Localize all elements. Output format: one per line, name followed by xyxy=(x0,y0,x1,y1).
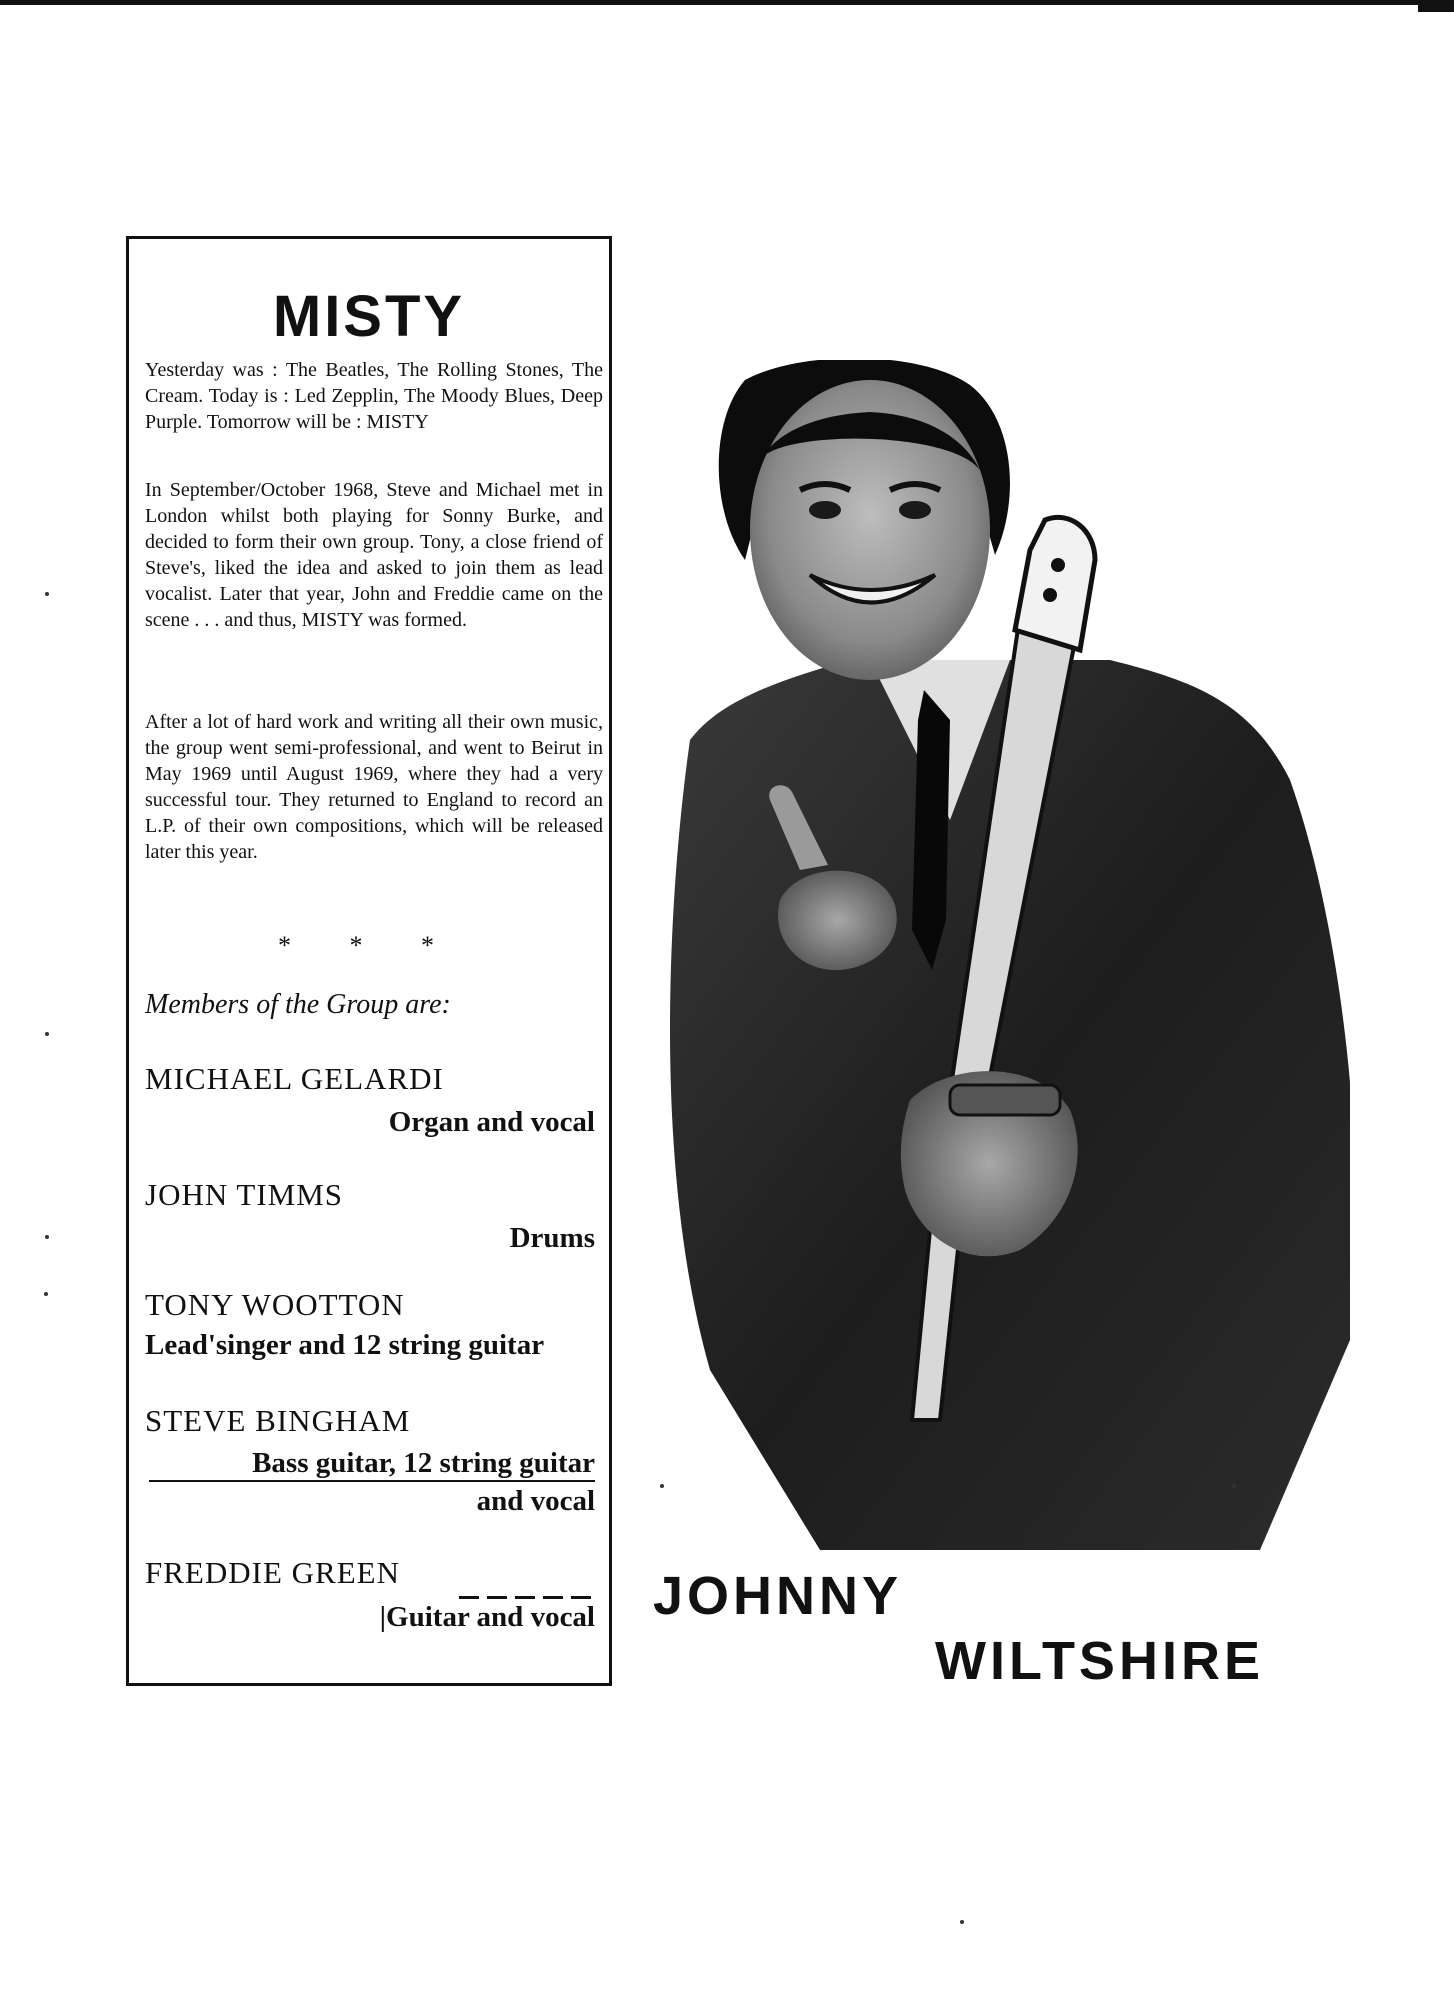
scan-speck xyxy=(45,1032,49,1036)
scan-speck xyxy=(45,592,49,596)
scan-speck xyxy=(960,1920,964,1924)
member-role: Drums xyxy=(509,1222,595,1254)
dashed-rule xyxy=(459,1596,595,1599)
member-role: Lead'singer and 12 string guitar xyxy=(145,1329,545,1361)
member-role: Organ and vocal xyxy=(388,1106,595,1138)
misty-title: MISTY xyxy=(272,284,466,349)
member-role: Bass guitar, 12 string guitar xyxy=(252,1447,595,1479)
member-role: |Guitar and vocal xyxy=(379,1601,595,1633)
scan-speck xyxy=(1232,1484,1236,1488)
member-name: TONY WOOTTON xyxy=(145,1287,405,1322)
scan-speck xyxy=(45,1235,49,1239)
member-name: MICHAEL GELARDI xyxy=(145,1061,444,1096)
feature-last-name: WILTSHIRE xyxy=(935,1631,1264,1691)
members-heading: Members of the Group are: xyxy=(145,989,451,1020)
member-role-continued: and vocal xyxy=(476,1485,595,1517)
member-name: STEVE BINGHAM xyxy=(145,1403,411,1438)
johnny-wiltshire-photo xyxy=(650,360,1350,1550)
top-scan-corner xyxy=(1418,0,1454,12)
star-separator: * * * xyxy=(278,931,460,960)
misty-paragraph-1: Yesterday was : The Beatles, The Rolling Stones, The Cream. Today is : Led Zepplin, The Moody Blues, Deep Purple. Tomorrow will be : MISTY xyxy=(145,359,603,433)
feature-first-name: JOHNNY xyxy=(653,1566,903,1626)
top-scan-edge xyxy=(0,0,1454,5)
scan-speck xyxy=(660,1484,664,1488)
misty-article-box xyxy=(126,236,612,1686)
role-underline xyxy=(149,1480,595,1482)
member-name: FREDDIE GREEN xyxy=(145,1555,400,1590)
scan-speck xyxy=(44,1292,48,1296)
misty-paragraph-2: In September/October 1968, Steve and Michael met in London whilst both playing for Sonny Burke, and decided to form their own group. Tony, a close friend of Steve's, liked the idea and asked to join them as lead vocalist. Later that year, John and Freddie came on the scene . . . and thus, MISTY was formed. xyxy=(145,479,603,631)
member-name: JOHN TIMMS xyxy=(145,1177,344,1212)
misty-paragraph-3: After a lot of hard work and writing all their own music, the group went semi-professional, and went to Beirut in May 1969 until August 1969, where they had a very successful tour. They returned to England to record an L.P. of their own compositions, which will be released later this year. xyxy=(145,711,603,863)
